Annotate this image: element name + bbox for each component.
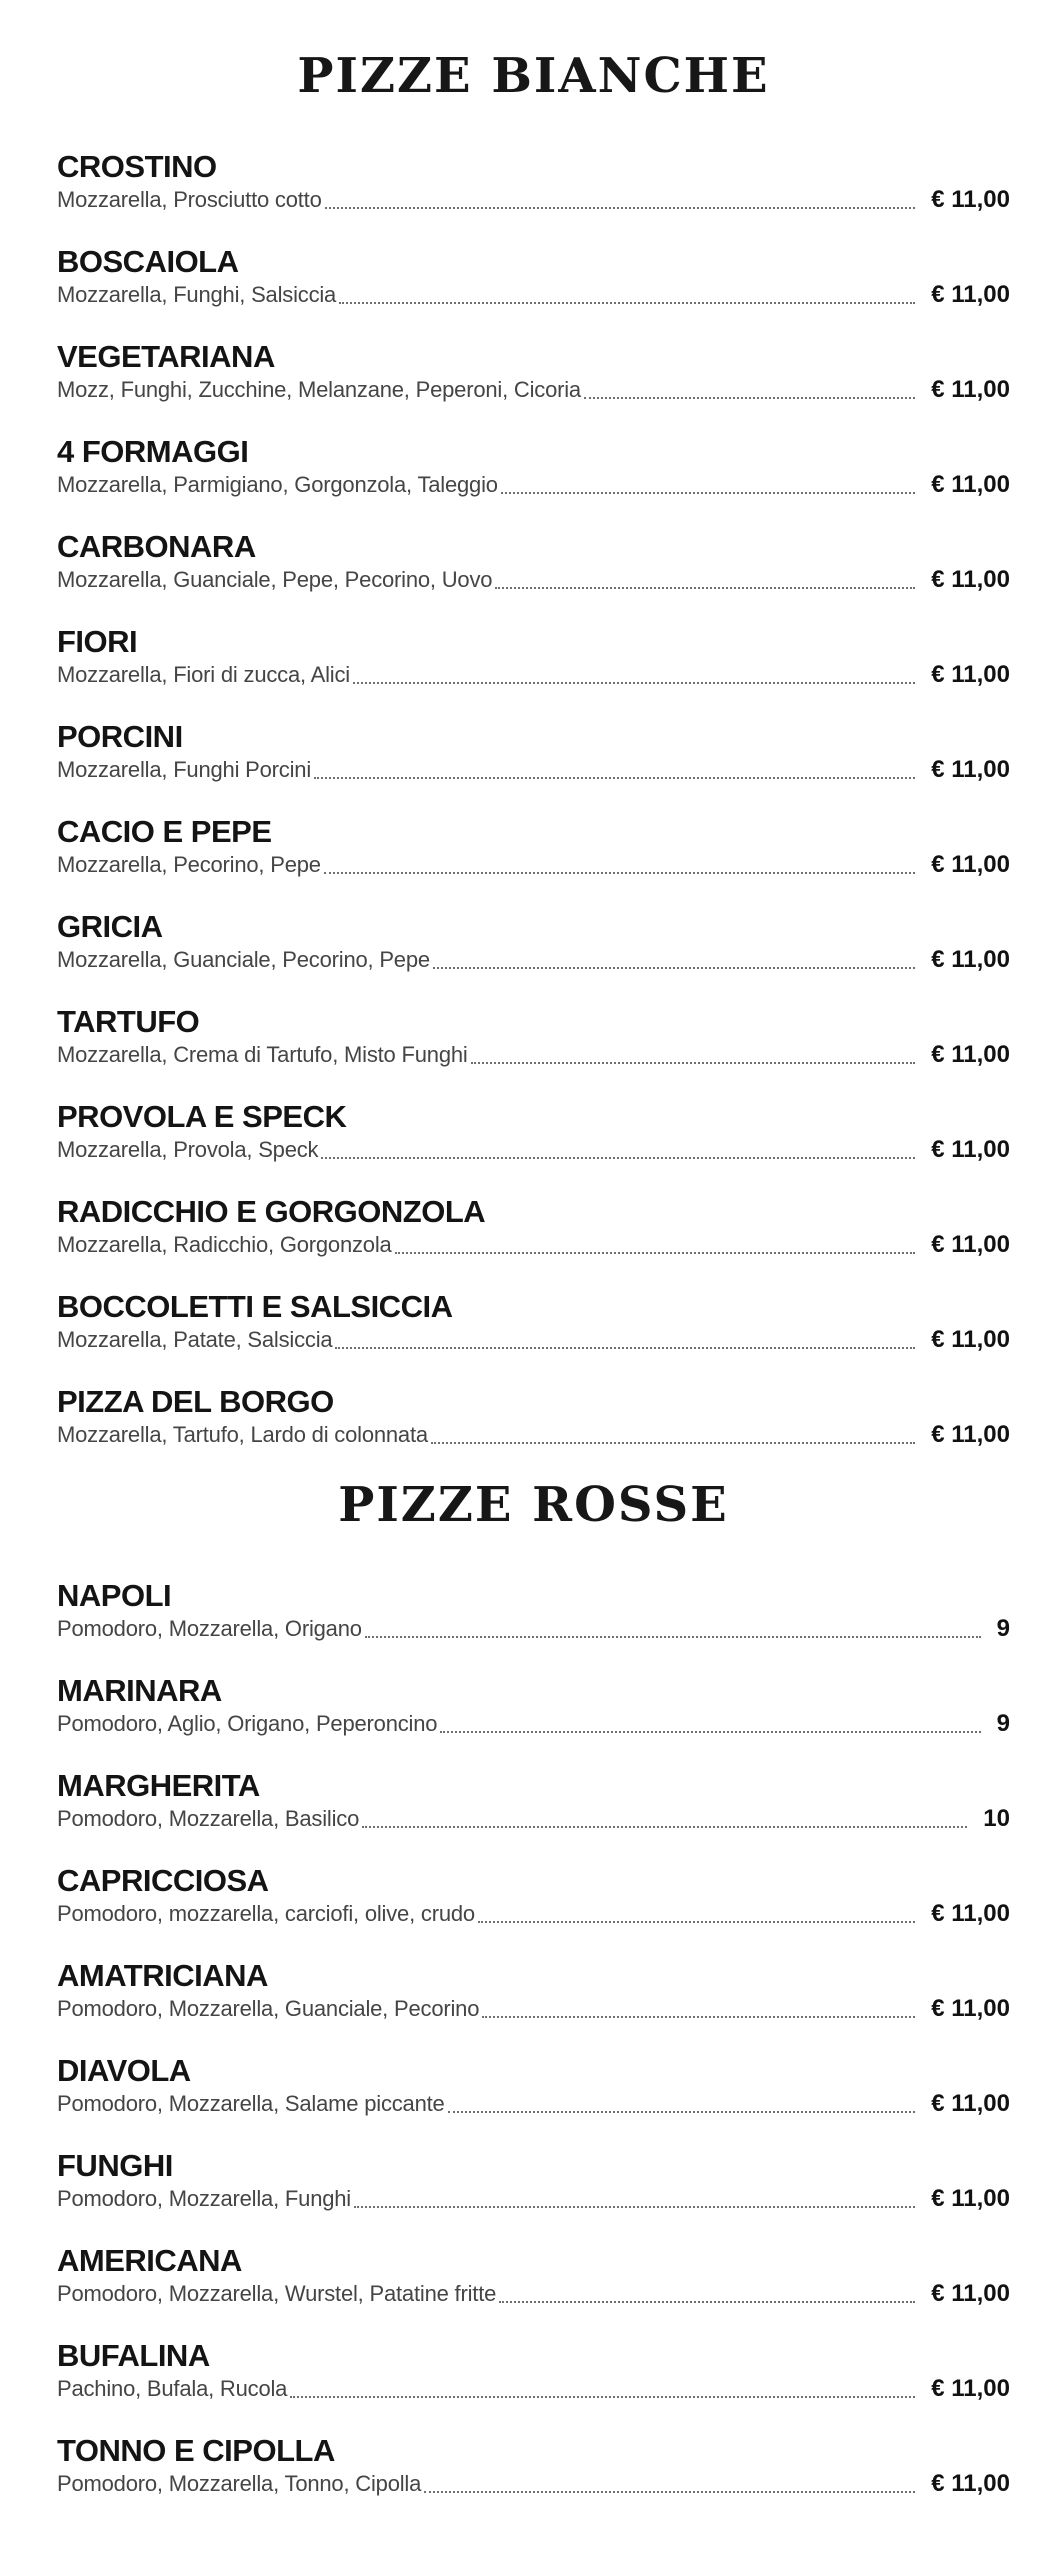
item-name: RADICCHIO E GORGONZOLA — [57, 1193, 486, 1229]
menu-item — [57, 244, 1010, 310]
item-line — [57, 2374, 1010, 2404]
item-name: PORCINI — [57, 718, 183, 754]
item-line — [57, 185, 1010, 215]
item-name: PIZZA DEL BORGO — [57, 1383, 334, 1419]
dotted-leader — [395, 1252, 916, 1254]
item-line — [57, 2469, 1010, 2499]
item-description: Pomodoro, Mozzarella, Salame piccante — [57, 2090, 445, 2116]
dotted-leader — [471, 1062, 916, 1064]
item-name: TONNO E CIPOLLA — [57, 2432, 335, 2468]
item-description: Pomodoro, Aglio, Origano, Peperoncino — [57, 1710, 438, 1736]
menu-item — [57, 719, 1010, 785]
item-description: Mozzarella, Crema di Tartufo, Misto Funghi — [57, 1041, 468, 1067]
item-name: CAPRICCIOSA — [57, 1862, 269, 1898]
item-price: € 11,00 — [931, 1899, 1010, 1927]
item-description: Pomodoro, Mozzarella, Guanciale, Pecorino — [57, 1995, 480, 2021]
menu-item — [57, 529, 1010, 595]
item-name: BOSCAIOLA — [57, 243, 239, 279]
item-price: € 11,00 — [931, 565, 1010, 593]
item-price: 9 — [996, 1614, 1010, 1642]
item-name: MARINARA — [57, 1672, 222, 1708]
item-description: Pomodoro, Mozzarella, Wurstel, Patatine fritte — [57, 2280, 497, 2306]
item-line — [57, 2089, 1010, 2119]
dotted-leader — [325, 207, 916, 209]
item-description: Mozz, Funghi, Zucchine, Melanzane, Peperoni, Cicoria — [57, 376, 581, 402]
menu-item — [57, 1578, 1010, 1644]
menu-item — [57, 1673, 1010, 1739]
section-title: PIZZE BIANCHE — [297, 48, 770, 104]
item-description: Pachino, Bufala, Rucola — [57, 2375, 288, 2401]
item-name: FIORI — [57, 623, 138, 659]
item-line — [57, 565, 1010, 595]
item-price: € 11,00 — [931, 755, 1010, 783]
dotted-leader — [314, 777, 915, 779]
item-line — [57, 2279, 1010, 2309]
item-description: Mozzarella, Funghi, Salsiccia — [57, 281, 337, 307]
item-line — [57, 1135, 1010, 1165]
dotted-leader — [495, 587, 915, 589]
dotted-leader — [353, 682, 915, 684]
item-line — [57, 2184, 1010, 2214]
menu-item — [57, 1863, 1010, 1929]
item-name: GRICIA — [57, 908, 163, 944]
item-name: TARTUFO — [57, 1003, 200, 1039]
item-name: CARBONARA — [57, 528, 256, 564]
dotted-leader — [354, 2206, 915, 2208]
item-price: € 11,00 — [931, 2184, 1010, 2212]
menu-item — [57, 1194, 1010, 1260]
dotted-leader — [324, 872, 915, 874]
item-description: Mozzarella, Patate, Salsiccia — [57, 1326, 333, 1352]
menu-item — [57, 2338, 1010, 2404]
item-line — [57, 1325, 1010, 1355]
item-description: Pomodoro, Mozzarella, Tonno, Cipolla — [57, 2470, 422, 2496]
menu-section — [57, 1476, 1010, 2499]
dotted-leader — [431, 1442, 915, 1444]
dotted-leader — [440, 1731, 980, 1733]
item-description: Pomodoro, mozzarella, carciofi, olive, crudo — [57, 1900, 475, 1926]
section-title: PIZZE ROSSE — [338, 1476, 729, 1533]
item-line — [57, 375, 1010, 405]
item-line — [57, 660, 1010, 690]
item-name: DIAVOLA — [57, 2052, 191, 2088]
item-name: MARGHERITA — [57, 1767, 260, 1803]
dotted-leader — [321, 1157, 915, 1159]
item-price: 10 — [983, 1804, 1010, 1832]
item-description: Mozzarella, Funghi Porcini — [57, 756, 312, 782]
item-name: AMATRICIANA — [57, 1957, 268, 1993]
dotted-leader — [365, 1636, 981, 1638]
item-line — [57, 1230, 1010, 1260]
item-description: Mozzarella, Guanciale, Pecorino, Pepe — [57, 946, 430, 972]
dotted-leader — [482, 2016, 915, 2018]
menu-sections — [57, 50, 1010, 2499]
section-items — [57, 1578, 1010, 2499]
item-line — [57, 1420, 1010, 1450]
item-price: € 11,00 — [931, 280, 1010, 308]
dotted-leader — [448, 2111, 916, 2113]
menu-item — [57, 434, 1010, 500]
dotted-leader — [499, 2301, 915, 2303]
dotted-leader — [478, 1921, 915, 1923]
item-price: € 11,00 — [931, 1230, 1010, 1258]
item-line — [57, 1899, 1010, 1929]
item-name: CACIO E PEPE — [57, 813, 272, 849]
dotted-leader — [433, 967, 915, 969]
item-line — [57, 1614, 1010, 1644]
item-description: Mozzarella, Prosciutto cotto — [57, 186, 322, 212]
item-price: € 11,00 — [931, 1325, 1010, 1353]
item-description: Mozzarella, Pecorino, Pepe — [57, 851, 321, 877]
item-name: VEGETARIANA — [57, 338, 275, 374]
item-name: CROSTINO — [57, 148, 217, 184]
item-price: € 11,00 — [931, 1994, 1010, 2022]
item-name: PROVOLA E SPECK — [57, 1098, 347, 1134]
item-line — [57, 755, 1010, 785]
menu-item — [57, 909, 1010, 975]
item-price: 9 — [996, 1709, 1010, 1737]
item-description: Pomodoro, Mozzarella, Funghi — [57, 2185, 351, 2211]
item-name: BUFALINA — [57, 2337, 210, 2373]
item-name: BOCCOLETTI E SALSICCIA — [57, 1288, 453, 1324]
menu-item — [57, 2433, 1010, 2499]
dotted-leader — [335, 1347, 915, 1349]
item-price: € 11,00 — [931, 375, 1010, 403]
menu-item — [57, 2053, 1010, 2119]
item-description: Mozzarella, Tartufo, Lardo di colonnata — [57, 1421, 428, 1447]
item-price: € 11,00 — [931, 1135, 1010, 1163]
menu-item — [57, 1768, 1010, 1834]
dotted-leader — [501, 492, 915, 494]
item-line — [57, 1709, 1010, 1739]
menu-item — [57, 149, 1010, 215]
item-line — [57, 1040, 1010, 1070]
item-line — [57, 850, 1010, 880]
dotted-leader — [424, 2491, 915, 2493]
menu-item — [57, 1384, 1010, 1450]
dotted-leader — [290, 2396, 915, 2398]
item-line — [57, 1804, 1010, 1834]
item-name: NAPOLI — [57, 1577, 172, 1613]
item-description: Pomodoro, Mozzarella, Origano — [57, 1615, 362, 1641]
item-price: € 11,00 — [931, 185, 1010, 213]
item-price: € 11,00 — [931, 2279, 1010, 2307]
menu-item — [57, 1004, 1010, 1070]
item-price: € 11,00 — [931, 2089, 1010, 2117]
dotted-leader — [339, 302, 915, 304]
menu-item — [57, 1099, 1010, 1165]
menu-item — [57, 624, 1010, 690]
menu-section — [57, 50, 1010, 1450]
item-description: Mozzarella, Guanciale, Pepe, Pecorino, Uovo — [57, 566, 493, 592]
item-line — [57, 470, 1010, 500]
menu-item — [57, 2243, 1010, 2309]
menu-item — [57, 339, 1010, 405]
item-description: Pomodoro, Mozzarella, Basilico — [57, 1805, 360, 1831]
item-price: € 11,00 — [931, 470, 1010, 498]
item-description: Mozzarella, Fiori di zucca, Alici — [57, 661, 350, 687]
dotted-leader — [584, 397, 915, 399]
item-description: Mozzarella, Parmigiano, Gorgonzola, Taleggio — [57, 471, 498, 497]
item-line — [57, 280, 1010, 310]
menu-item — [57, 1958, 1010, 2024]
item-price: € 11,00 — [931, 1420, 1010, 1448]
item-name: 4 FORMAGGI — [57, 433, 249, 469]
item-price: € 11,00 — [931, 850, 1010, 878]
item-description: Mozzarella, Provola, Speck — [57, 1136, 319, 1162]
item-price: € 11,00 — [931, 2374, 1010, 2402]
menu-item — [57, 1289, 1010, 1355]
item-price: € 11,00 — [931, 660, 1010, 688]
dotted-leader — [362, 1826, 967, 1828]
item-name: FUNGHI — [57, 2147, 173, 2183]
item-price: € 11,00 — [931, 945, 1010, 973]
menu-item — [57, 814, 1010, 880]
item-line — [57, 945, 1010, 975]
item-price: € 11,00 — [931, 1040, 1010, 1068]
item-description: Mozzarella, Radicchio, Gorgonzola — [57, 1231, 392, 1257]
item-name: AMERICANA — [57, 2242, 242, 2278]
item-price: € 11,00 — [931, 2469, 1010, 2497]
menu-item — [57, 2148, 1010, 2214]
section-items — [57, 149, 1010, 1450]
item-line — [57, 1994, 1010, 2024]
